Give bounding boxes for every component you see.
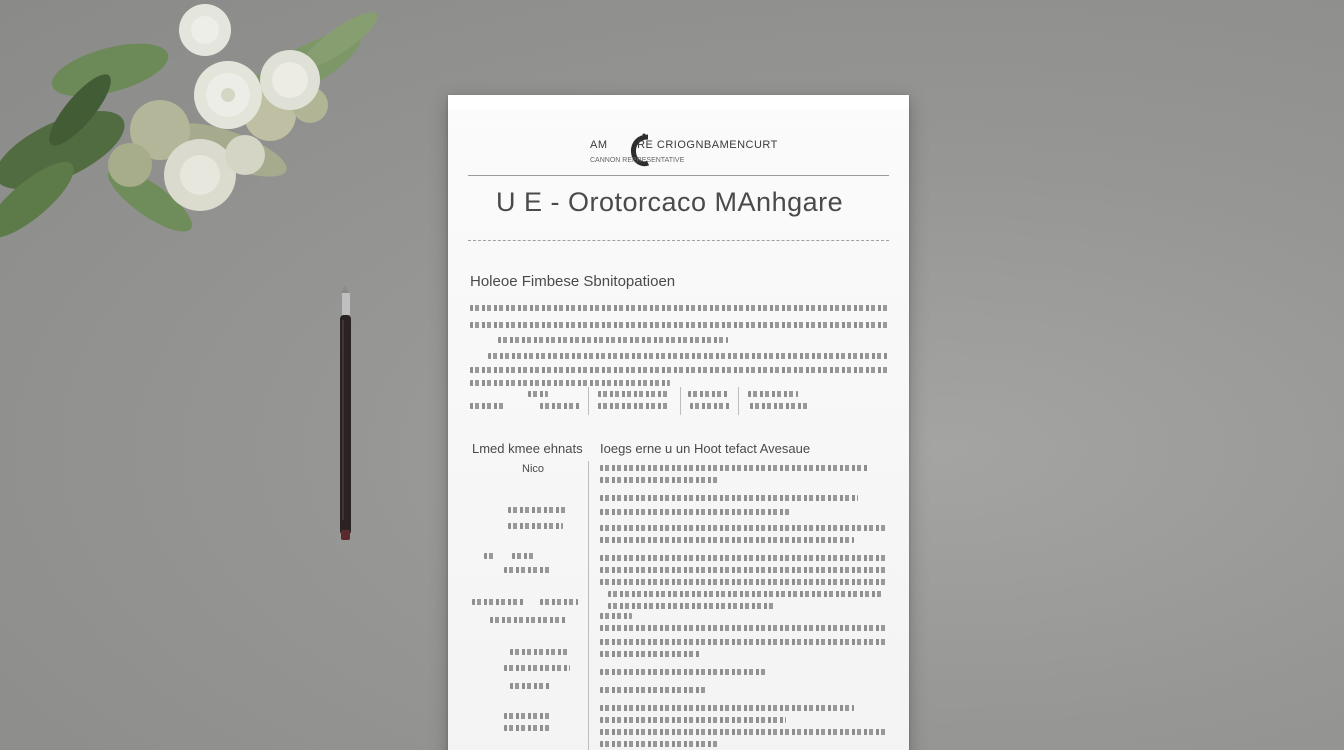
table-cell xyxy=(748,391,798,397)
table-cell xyxy=(528,391,548,397)
right-text-line xyxy=(600,613,632,619)
right-text-line xyxy=(608,591,884,597)
left-entry xyxy=(504,665,570,671)
summary-text-line xyxy=(470,305,888,311)
right-text-line xyxy=(600,579,886,585)
right-text-line xyxy=(600,537,854,543)
summary-text-line xyxy=(470,380,670,386)
right-text-line xyxy=(600,741,720,747)
right-text-line xyxy=(600,729,886,735)
right-text-line xyxy=(600,669,768,675)
left-entry xyxy=(472,599,524,605)
left-entry xyxy=(510,649,570,655)
left-entry xyxy=(508,507,568,513)
table-cell xyxy=(598,403,668,409)
summary-text-line xyxy=(470,367,888,373)
left-entry xyxy=(512,553,534,559)
right-text-line xyxy=(600,717,786,723)
table-cell xyxy=(690,403,730,409)
left-entry xyxy=(504,725,550,731)
column-divider xyxy=(588,461,589,750)
right-text-line xyxy=(608,603,776,609)
right-text-line xyxy=(600,567,886,573)
left-entry xyxy=(504,713,550,719)
left-column-subheading: Nico xyxy=(522,463,545,475)
header-subtitle: CANNON REPRESENTATIVE xyxy=(590,157,685,164)
left-entry xyxy=(484,553,494,559)
left-entry xyxy=(504,567,550,573)
summary-text-line xyxy=(488,353,888,359)
right-text-line xyxy=(600,477,720,483)
right-text-line xyxy=(600,651,700,657)
table-cell xyxy=(470,403,505,409)
summary-text-line xyxy=(470,322,888,328)
table-divider xyxy=(588,387,589,415)
pen-decoration xyxy=(320,285,370,550)
right-text-line xyxy=(600,687,708,693)
left-column-heading: Lmed kmee ehnats xyxy=(472,441,583,456)
left-entry xyxy=(510,683,550,689)
left-entry xyxy=(540,599,578,605)
table-divider xyxy=(738,387,739,415)
right-text-line xyxy=(600,509,790,515)
table-divider xyxy=(680,387,681,415)
right-text-line xyxy=(600,495,858,501)
table-cell xyxy=(540,403,580,409)
summary-heading: Holeoe Fimbese Sbnitopatioen xyxy=(470,273,676,290)
right-text-line xyxy=(600,705,854,711)
table-cell xyxy=(598,391,668,397)
resume-document xyxy=(448,95,909,750)
table-cell xyxy=(688,391,728,397)
left-entry xyxy=(490,617,566,623)
left-entry xyxy=(508,523,563,529)
right-text-line xyxy=(600,525,886,531)
right-column-heading: Ioegs erne u un Hoot tefact Avesaue xyxy=(600,441,811,456)
title-rule xyxy=(468,240,889,241)
right-text-line xyxy=(600,639,886,645)
table-cell xyxy=(750,403,808,409)
header-rule xyxy=(468,175,889,176)
right-text-line xyxy=(600,625,886,631)
summary-text-line xyxy=(498,337,728,343)
header-name: AM RE CRIOGNBAMENCURT xyxy=(590,139,778,151)
flower-bouquet-decoration xyxy=(0,0,400,270)
right-text-line xyxy=(600,555,886,561)
paper-edge xyxy=(448,95,909,109)
document-title: U E - Orotorcaco MAnhgare xyxy=(496,187,844,217)
right-text-line xyxy=(600,465,868,471)
